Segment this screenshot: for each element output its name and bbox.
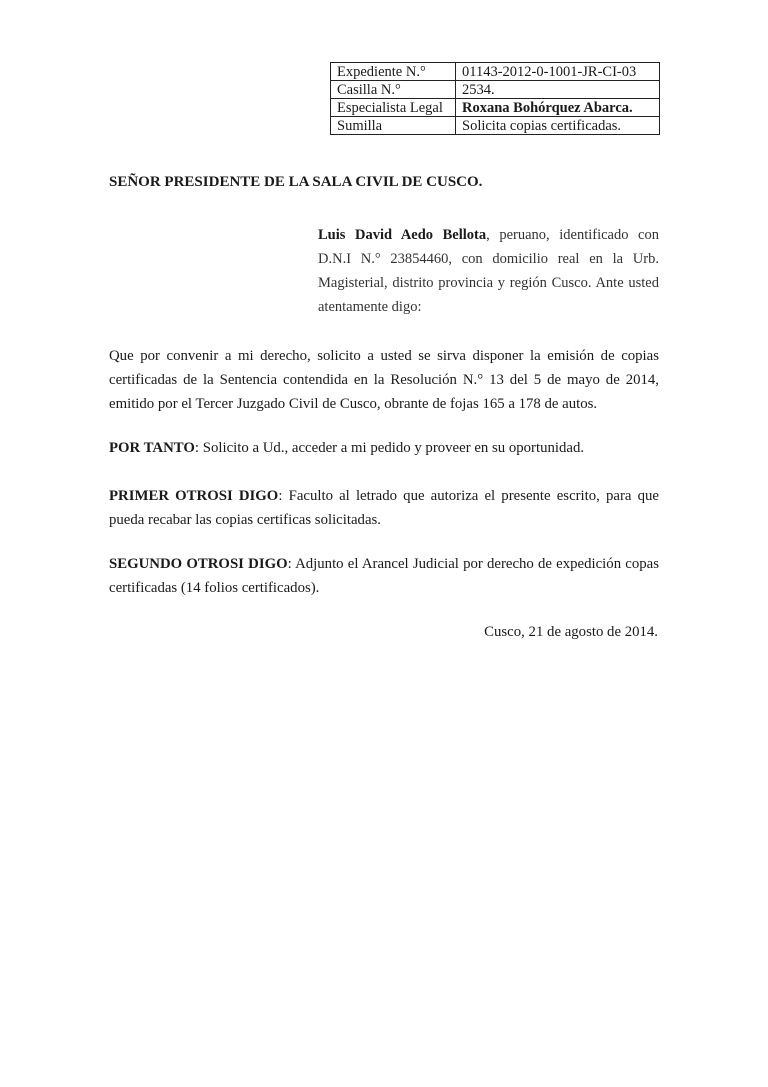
request-paragraph: Que por convenir a mi derecho, solicito a usted se sirva disponer la emisión de copias certificadas de la Sentencia contendida en la Resolución N.° 13 del 5 de mayo de 2014, emitido por el Tercer Juzgado Civil de Cusco, obrante de fojas 165 a 178 de autos. [109,348,659,412]
case-info-table [330,62,660,135]
primer-otrosi-text: : Faculto al letrado que autoriza el presente escrito, para que pueda recabar las copias certificas solicitadas. [109,488,659,528]
legal-specialist-value: Roxana Bohórquez Abarca. [456,99,660,117]
por-tanto-paragraph [109,436,659,460]
table-row [331,117,660,135]
segundo-otrosi-paragraph [109,552,659,600]
petitioner-intro [318,223,659,319]
primer-otrosi-label: PRIMER OTROSI DIGO [109,488,279,504]
summary-value: Solicita copias certificadas. [456,117,660,135]
summary-label: Sumilla [331,117,456,135]
segundo-otrosi-label: SEGUNDO OTROSI DIGO [109,556,288,572]
petitioner-details: , peruano, identificado con D.N.I N.° 23854460, con domicilio real en la Urb. Magisterial, distrito provincia y región Cusco. Ante usted atentamente digo: [318,227,659,315]
primer-otrosi-paragraph [109,484,659,532]
table-row [331,63,660,81]
mailbox-value: 2534. [456,81,660,99]
addressee-heading: SEÑOR PRESIDENTE DE LA SALA CIVIL DE CUSCO. [109,174,483,190]
por-tanto-text: : Solicito a Ud., acceder a mi pedido y proveer en su oportunidad. [194,440,585,456]
document-date: Cusco, 21 de agosto de 2014. [484,624,658,640]
table-row [331,99,660,117]
legal-specialist-label: Especialista Legal [331,99,456,117]
segundo-otrosi-text: : Adjunto el Arancel Judicial por derecho de expedición copas certificadas (14 folios certificados). [109,556,659,596]
mailbox-label: Casilla N.° [331,81,456,99]
case-number-value: 01143-2012-0-1001-JR-CI-03 [456,63,660,81]
case-number-label: Expediente N.° [331,63,456,81]
petitioner-name: Luis David Aedo Bellota [318,227,487,243]
table-row [331,81,660,99]
por-tanto-label: POR TANTO [109,440,195,456]
